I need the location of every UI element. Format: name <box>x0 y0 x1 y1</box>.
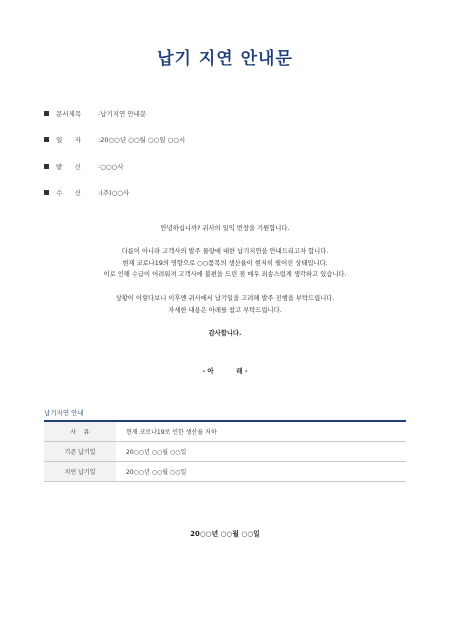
table-key-cell: 지연 납기일 <box>44 462 116 482</box>
meta-value: 납기지연 안내문 <box>100 109 147 118</box>
delay-info-table <box>44 420 406 482</box>
meta-value: ○○○사 <box>100 162 124 171</box>
square-bullet-icon <box>44 137 49 142</box>
meta-row-recipient <box>44 180 185 207</box>
square-bullet-icon <box>44 190 49 195</box>
document-meta <box>44 100 185 206</box>
body-line: 현재 코로나19의 영향으로 ○○품목의 생산율이 현저히 떨어진 상태입니다. <box>122 259 328 267</box>
meta-key: 일 자 <box>56 136 81 145</box>
meta-row-date <box>44 127 185 154</box>
square-bullet-icon <box>44 111 49 116</box>
meta-colon: : <box>98 135 101 144</box>
meta-key: 문서제목 <box>56 109 82 118</box>
body-line: 다름이 아니라 고객사의 발주 물량에 대한 납기지연을 안내드리고자 합니다. <box>121 248 329 255</box>
body-line: 자세한 내용은 아래를 참고 부탁드립니다. <box>168 307 282 314</box>
body-line: 이로 인해 수급이 어려워져 고객사에 불편을 드린 점 매우 죄송스럽게 생각하고 있습니다. <box>103 271 347 278</box>
document-title: 납기 지연 안내문 <box>157 49 293 69</box>
greeting-text: 안녕하십니까? 귀사의 일익 번창을 기원합니다. <box>160 225 290 232</box>
table-value-cell: 20○○년 ○○월 ○○일 <box>116 462 406 482</box>
table-key-cell: 사 유 <box>44 421 116 442</box>
meta-row-subject <box>44 100 185 127</box>
table-row <box>44 442 406 462</box>
document-date: 20○○년 ○○월 ○○일 <box>190 530 260 538</box>
square-bullet-icon <box>44 164 49 169</box>
meta-row-sender <box>44 153 185 180</box>
body-paragraph-2 <box>0 293 450 317</box>
thanks-text: 감사합니다. <box>208 330 242 337</box>
meta-key: 수 신 <box>56 189 81 198</box>
meta-value: 20○○년 ○○월 ○○일 ○○시 <box>100 136 186 145</box>
section-title: 납기지연 안내 <box>44 409 84 417</box>
meta-colon: : <box>98 109 101 118</box>
meta-key: 발 신 <box>56 162 81 171</box>
meta-colon: : <box>98 188 101 197</box>
table-row <box>44 462 406 482</box>
table-row <box>44 421 406 442</box>
meta-value: (주)○○사 <box>100 189 130 198</box>
body-line: 상황이 이렇다보니 이후엔 귀사에서 납기일을 고려해 발주 진행을 부탁드립니다. <box>115 295 335 302</box>
table-key-cell: 기존 납기일 <box>44 442 116 462</box>
body-paragraph-1 <box>0 246 450 281</box>
meta-colon: : <box>98 162 101 171</box>
table-value-cell: 현재 코로나19로 인한 생산율 저하 <box>116 421 406 442</box>
table-value-cell: 20○○년 ○○월 ○○일 <box>116 442 406 462</box>
ahrae-heading: - 아 래 - <box>202 367 248 375</box>
